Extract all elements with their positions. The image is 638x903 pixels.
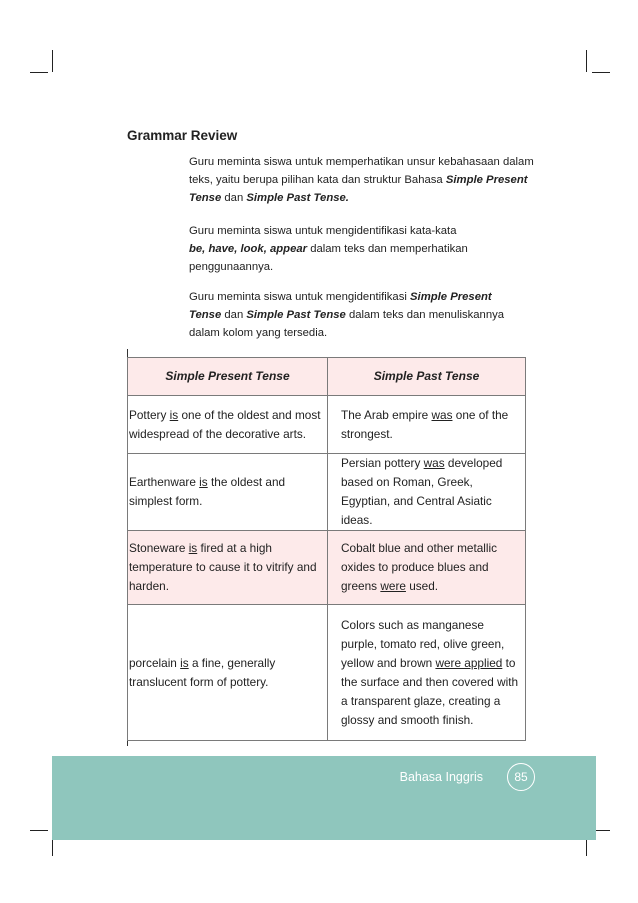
underlined-verb: was <box>431 407 453 422</box>
term-simple-present: Simple Present Tense <box>189 291 492 321</box>
paragraph-text: Guru meminta siswa untuk memperhatikan unsur kebahasaan dalam teks, yaitu berupa pilihan kata dan struktur Bahasa <box>189 156 534 186</box>
term-simple-past: Simple Past Tense. <box>246 192 349 204</box>
footer-band <box>52 756 596 840</box>
conjunction: dan <box>224 309 244 321</box>
book-title: Bahasa Inggris <box>399 770 483 784</box>
present-cell: Stoneware is fired at a high temperature to cause it to vitrify and harden. <box>128 531 328 605</box>
present-cell: Pottery is one of the oldest and most widespread of the decorative arts. <box>128 396 328 454</box>
underlined-verb: is <box>169 407 179 422</box>
past-cell: Colors such as manganese purple, tomato red, olive green, yellow and brown were applied to the surface and then covered with a transparent glaze, creating a glossy and smooth finish. <box>328 605 526 741</box>
present-cell: porcelain is a fine, generally translucent form of pottery. <box>128 605 328 741</box>
underlined-verb: is <box>180 655 189 670</box>
paragraph-text: dalam teks dan memperhatikan penggunaannya. <box>189 243 468 273</box>
page-number: 85 <box>507 763 535 791</box>
header-simple-present: Simple Present Tense <box>128 358 328 396</box>
underlined-verb: was <box>423 456 445 470</box>
paragraph-text: dalam teks dan menuliskannya dalam kolom yang tersedia. <box>189 309 505 339</box>
paragraph-text: Guru meminta siswa untuk mengidentifikasi kata-kata <box>189 225 457 237</box>
table-header-row <box>128 358 526 396</box>
instruction-paragraph-3 <box>189 288 511 342</box>
crop-mark <box>586 50 587 72</box>
tense-table <box>127 357 526 741</box>
underlined-verb: is <box>188 541 198 555</box>
past-cell: Cobalt blue and other metallic oxides to produce blues and greens were used. <box>328 531 526 605</box>
instruction-paragraph-1 <box>189 153 549 207</box>
underlined-verb: is <box>199 475 208 489</box>
conjunction: dan <box>224 192 244 204</box>
section-heading: Grammar Review <box>127 128 238 143</box>
table-row <box>128 531 526 605</box>
underlined-verb: were <box>380 579 406 593</box>
underlined-verb: were applied <box>435 655 503 670</box>
present-cell: Earthenware is the oldest and simplest form. <box>128 454 328 531</box>
term-simple-present: Simple Present Tense <box>189 174 528 204</box>
crop-mark <box>592 72 610 73</box>
paragraph-text: Guru meminta siswa untuk mengidentifikasi <box>189 291 407 303</box>
table-row <box>128 605 526 741</box>
crop-mark <box>52 50 53 72</box>
target-words: be, have, look, appear <box>189 243 308 255</box>
instruction-paragraph-2 <box>189 222 549 276</box>
crop-mark <box>30 72 48 73</box>
crop-mark <box>30 830 48 831</box>
past-cell: The Arab empire was one of the strongest. <box>328 396 526 454</box>
table-row <box>128 396 526 454</box>
header-simple-past: Simple Past Tense <box>328 358 526 396</box>
table-row <box>128 454 526 531</box>
past-cell: Persian pottery was developed based on Roman, Greek, Egyptian, and Central Asiatic ideas. <box>328 454 526 531</box>
term-simple-past: Simple Past Tense <box>246 309 346 321</box>
